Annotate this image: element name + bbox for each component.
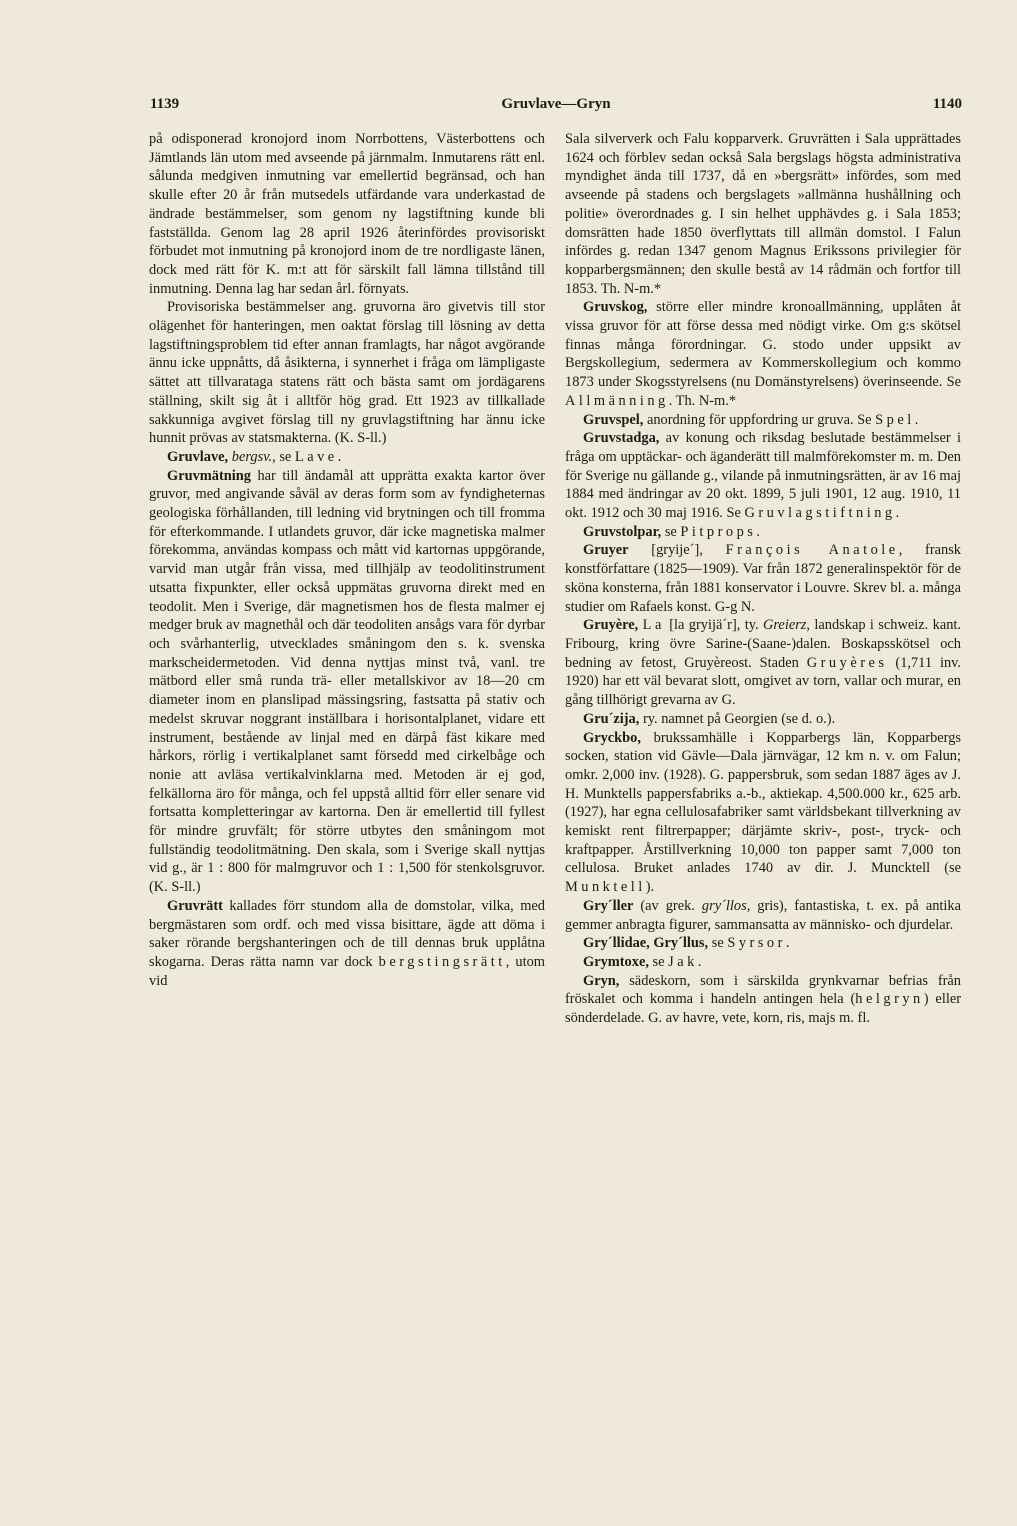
entry-text: ry. namnet på Georgien (se d. o.). [639,710,836,727]
entry-headword: Grymtoxe, [583,953,649,970]
entry-text: brukssamhälle i Kopparbergs län, Kopparbergs socken, station vid Gävle—Dala järnvägar, 12 km n. v. om Falun; omkr. 2,000 inv. (1928). G. pappersbruk, som sedan 1887 äges av J. H. Munktells pappersfabriks a.-b., aktiekap. 4,500.000 kr., 625 arb. (1927), har egna cellulosafabriker samt världsbekant tillverkning av kemiskt rent filtrerpapper; därjämte skriv-, post-, tryck- och kraftpapper. Årstillverkning 10,000 ton papper samt 7,000 ton cellulosa. Bruket anlades 1740 av dir. J. Munсktell (se [565,729,961,877]
entry-text: , se [272,448,295,465]
entry-headword: Gruvlave, [167,448,229,465]
entry-text: Jak [668,953,698,970]
dictionary-entry [565,130,961,298]
entry-headword: Gruyère, [583,617,639,634]
left-page-number: 1139 [150,96,180,112]
dictionary-entry [149,467,545,897]
entry-text: sädeskorn, som i särskilda grynkvarnar befrias från fröskalet och komma i handeln antingen hela ( [565,972,961,1008]
entry-text: [la gryijä´r], ty. [664,617,763,634]
entry-headword: Gru´zija, [583,710,640,727]
entry-text: . [756,523,761,540]
dictionary-entry [565,541,961,616]
dictionary-entry [149,897,545,991]
entry-headword: Gruvspel, [583,411,644,428]
running-title: Gruvlave—Gryn [501,96,611,112]
entry-text: se [661,523,681,540]
dictionary-entry [565,298,961,410]
entry-text: . [914,411,919,428]
right-page-number: 1140 [932,96,962,112]
entry-headword: Gry´llidae, Gry´llus, [583,935,709,952]
entry-text: Allmänning [565,392,669,409]
entry-text: Spel [875,411,915,428]
page-header [150,92,962,116]
entry-text: Lave [294,448,338,465]
dictionary-entry [149,298,545,448]
entry-text: Provisoriska bestämmelser ang. gruvorna äro givetvis till stor olägenhet för hanteringen, men oaktat förslag till lösning av detta lagstiftningsproblem tid efter annan framlagts, har något avgörande ännu icke uppnåtts, då åsikterna, i synnerhet i fråga om lämpligaste sättet att tillvaratagа statens rätt och bästa samt om jordägarens ställning, skilt sig åt i alltför hög grad. Ett 1923 av tillkallade sakkunniga avgivet förslag till ny gruvlagstiftning har ännu icke hunnit prövas av statsmakterna. (K. S-ll.) [149,299,545,447]
dictionary-entry [565,429,961,523]
entry-text: , utom vid [149,953,546,989]
entry-text: . [337,448,342,465]
entry-text: Pitprops [680,523,757,540]
entry-text: . [697,953,702,970]
entry-text: [gryije´], [628,542,726,559]
entry-text: , gris), fantastiska, t. ex. på antika gemmer anbragta figurer, sammansatta av människo- och djurdelar. [565,897,961,933]
entry-text: se [708,935,728,952]
entry-text: Munktell [565,879,646,896]
entry-text: Greierz [762,617,807,634]
entry-text: se [648,953,669,970]
entry-text: bergsv. [231,448,273,465]
entry-text: (av grek. [633,897,702,914]
entry-headword: Gruvskog, [583,299,648,316]
left-column [149,130,545,990]
entry-headword: Gruvmätning [167,467,251,484]
entry-headword: Gruyer [583,542,629,559]
entry-text: Sala silververk och Falu kopparverk. Gruvrätten i Sala upprättades 1624 och förblev sedan också Sala bergslags högsta administrativa myndighet ända till 1737, då en »bergsrätt» infördes, som med avseende på stadens och bergslagets »allmänna hushållning och politie» överordnades g. I sin helhet upphävdes g. i Sala 1853; domsrätten hade 1850 överflyttats till allmän domstol. I Falun infördes g. redan 1347 genom Magnus Erikssons privilegier för kopparbergsmännen; den skulle bestå av 14 rådmän och fortfor till 1853. Th. N-m.* [565,131,961,297]
entry-headword: Gruvrätt [167,897,223,914]
entry-text: på odisponerad kronojord inom Norrbottens, Västerbottens och Jämtlands län utom med avseende på järnmalm. Inmutarens rätt enl. sålunda medgiven inmutning var emellertid begränsad, och han skulle efter 20 år från mutsedels utfärdande vara underkastad de ändrade bestämmelser, som genom ny lagstiftning kunde bli fastställda. Genom lag 28 april 1926 återinfördes provisoriskt förbudet mot inmutning på kronojord inom de tre nordligaste länen, dock med rätt för K. m:t att för särskilt fall lämna tillstånd till inmutning. Denna lag har sedan årl. förnyats. [149,131,545,297]
entry-text: kallades förr stundom alla de domstolar, vilka, med bergmästaren som ordf. och med vissa bisittare, ägde att döma i saker rörande bergshanteringen och de till dennas bruk upplåtna skogarna. Deras rätta namn var dock [149,897,545,970]
right-column [565,130,961,1028]
entry-text: , fransk konstförfattare (1825—1909). Var från 1872 generalinspektör för de sköna konsterna, från 1881 konservator i Louvre. Skrev bl. a. många studier om Rafaels konst. G-g N. [565,542,961,615]
dictionary-entry [565,897,961,934]
dictionary-entry [565,953,961,972]
entry-text: (1,711 inv. 1920) har ett väl bevarat slott, omgivet av torn, vallar och murar, en gång tillhörigt grevarna av G. [565,654,961,709]
dictionary-entry [149,130,545,298]
entry-text: . [785,935,790,952]
entry-text: ). [645,879,655,896]
entry-text: La [642,617,665,634]
dictionary-entry [565,616,961,710]
entry-text: Gruyères [806,654,888,671]
entry-text: Gruvlagstiftning [744,505,896,522]
dictionary-entry [149,448,545,467]
entry-headword: Gryn, [583,972,620,989]
entry-text: större eller mindre kronoallmänning, upplåten åt vissa gruvor för att förse dessa med nödigt virke. Om g:s skötsel finnas många förordningar. G. stodo under uppsikt av Bergskollegium, sedermera av Kommerskollegium och kommo 1873 under Skogsstyrelsens (nu Domänstyrelsens) överinseende. Se [565,299,961,391]
entry-headword: Gruvstolpar, [583,523,662,540]
dictionary-entry [565,710,961,729]
entry-headword: Gry´ller [583,897,634,914]
dictionary-entry [565,934,961,953]
dictionary-entry [565,523,961,542]
entry-text: av konung och riksdag beslutade bestämmelser i fråga om upptäckar- och äganderätt till malmförekomster m. m. Den för Sverige nu gällande g., vilande på inmutningsrätten, är av 16 maj 1884 med ändringar av 20 okt. 1899, 5 juli 1901, 12 aug. 1910, 11 okt. 1912 och 30 maj 1916. Se [565,430,961,522]
entry-text: François Anatole [725,542,899,559]
entry-headword: Gruvstadga, [583,430,660,447]
entry-text: . [895,505,900,522]
dictionary-entry [565,411,961,430]
entry-text: . Th. N-m.* [668,392,737,409]
entry-text: , landskap i schweiz. kant. Fribourg, kring övre Sarine-(Saane-)dalen. Boskapsskötsel och bedning av fetost, Gruyèreost. Staden [565,617,961,671]
entry-text: har till ändamål att upprätta exakta kartor över gruvor, med angivande såväl av deras form som av fyndigheternas geologiska förhållanden, till ledning vid brytningen och till fromma för efterkommande. I utlandets gruvor, där icke magnetiska malmer förekomma, användas kompass och mått vid kartornas uppgörande, varvid man utgår från vissa, med tillhjälp av teodolitinstrument utsatta fixpunkter, eller också uppmätas gruvorna direkt med en teodolit. Men i Sverige, där magnetismen hos de flesta malmer ej medger bruk av magnethål och där teodoliten ansågs vara för dyrbar och svårhanterlig, utvecklades småningom den s. k. svenska markscheidermetoden. Vid denna nyttjas minst två, vanl. tre mätbord eller små runda trä- eller metallskivor av 18—20 cm diameter inom en planslipad mässingsring, fastsatta på stativ och medelst skruvar noggrant inställbara i horisontalplanet, vidare ett instrument, bestående av linjal med en därpå fäst kikare med hårkors, rörlig i vertikalplanet samt försedd med cirkelbåge och nonie att avläsa vertikalvinklarna med. Metoden är ej god, felkällorna äro för många, och fel uppstå alltid förr eller senare vid fortsatta kompletteringar av kartorna. Den är emellertid till fyllest för mindre gruvfält; för större utbytes den småningom mot fullständig teodolitmätning. Den skala, som i Sverige skall nyttjas vid g., är 1 : 800 för malmgruvor och 1 : 1,500 för stenkolsgruvor. (K. S-ll.) [149,467,545,896]
entry-text: bergstingsrätt [378,953,506,970]
entry-text: anordning för uppfordring ur gruva. Se [643,411,876,428]
entry-text: helgryn [855,991,924,1008]
dictionary-entry [565,729,961,897]
entry-text: ) eller sönderdelade. G. av havre, vete, korn, ris, majs m. fl. [565,991,961,1027]
entry-text: Syrsor [727,935,786,952]
dictionary-entry [565,972,961,1028]
entry-headword: Gryckbo, [583,729,641,746]
entry-text: gry´llos [701,897,747,914]
